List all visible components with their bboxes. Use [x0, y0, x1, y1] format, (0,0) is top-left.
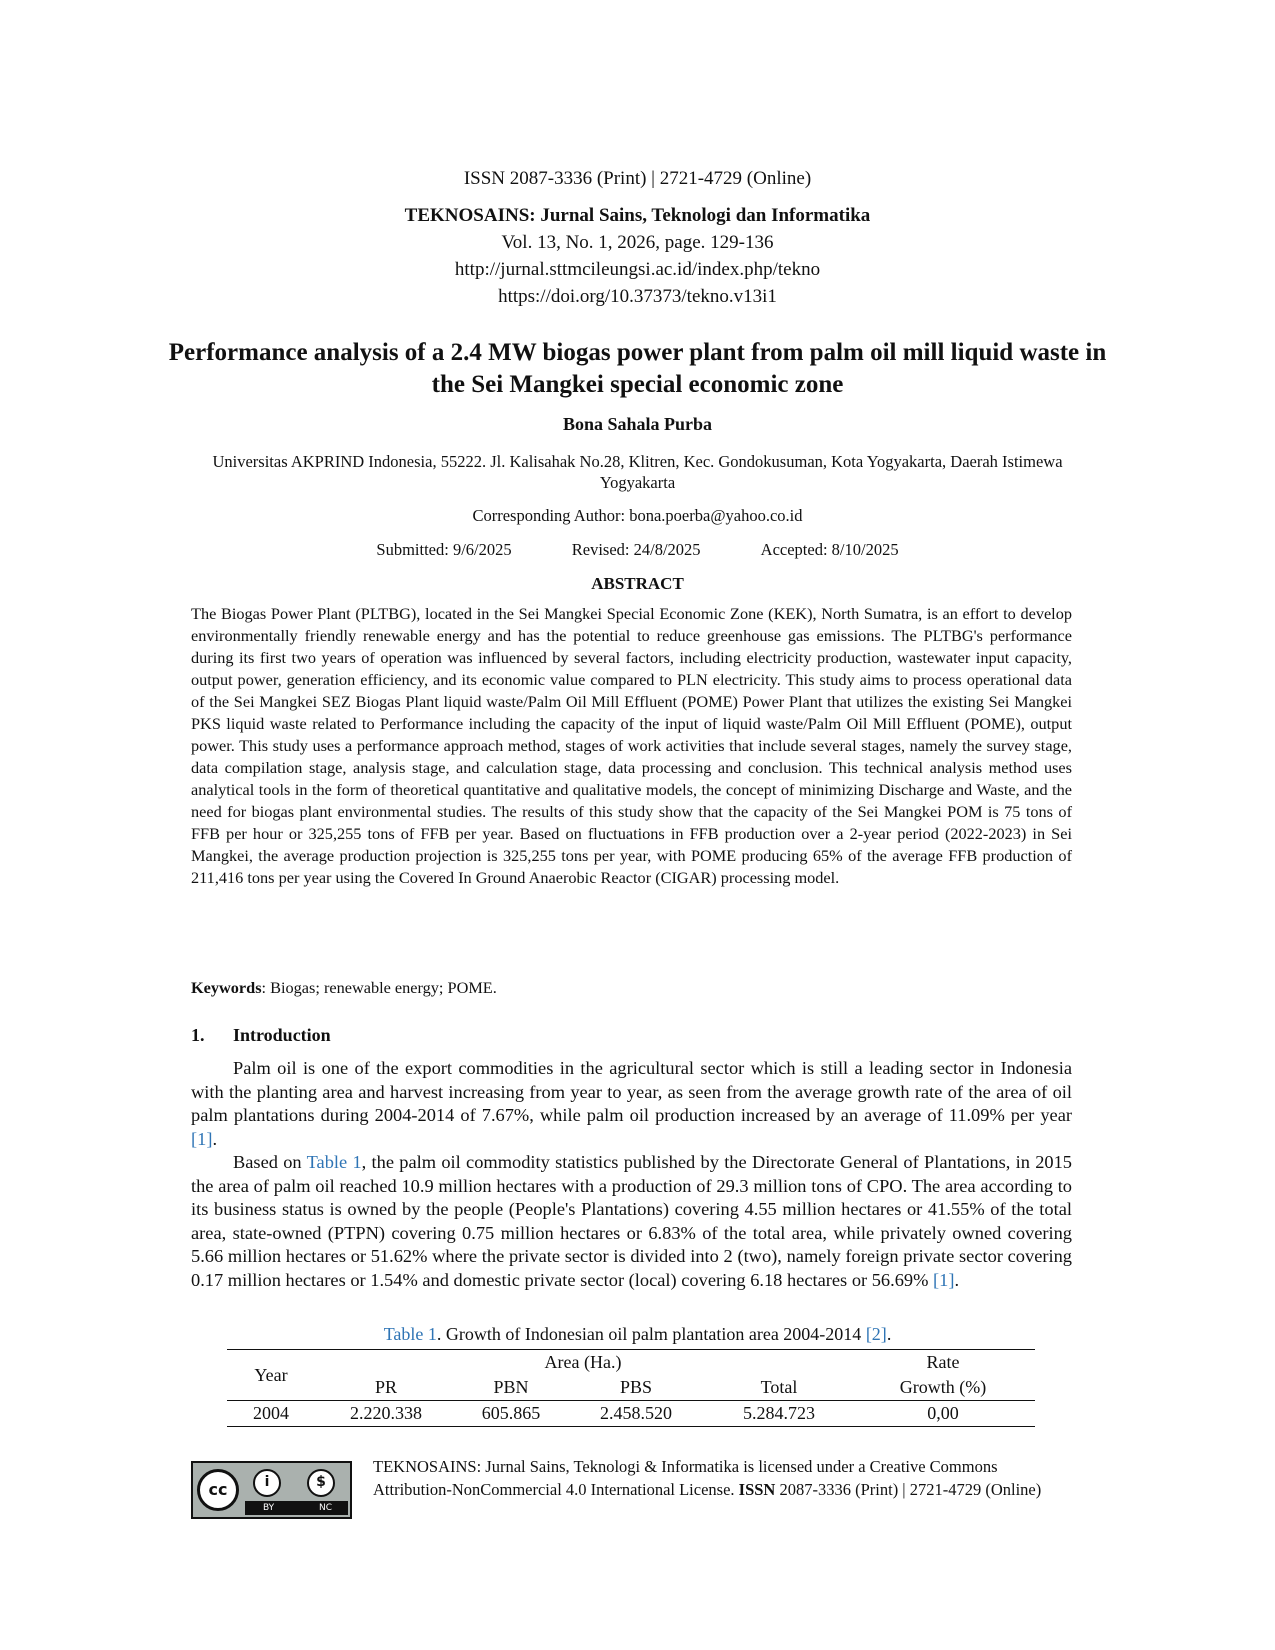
header-doi-link[interactable]: https://doi.org/10.37373/tekno.v13i1	[498, 286, 777, 307]
abstract-heading: ABSTRACT	[591, 574, 684, 593]
attribution-person-icon: i	[253, 1469, 281, 1497]
table-cell-pbn: 605.865	[481, 1403, 541, 1423]
table-cell-year: 2004	[253, 1403, 289, 1423]
license-text-a: TEKNOSAINS: Jurnal Sains, Teknologi & Informatika is licensed under a Creative Commons Attribution-NonCommercial 4.0 International License.	[373, 1457, 998, 1499]
accepted-date: Accepted: 8/10/2025	[760, 540, 899, 559]
table-subhead-growth: Growth (%)	[899, 1377, 987, 1397]
cc-badge-strip	[245, 1501, 348, 1515]
keywords	[191, 978, 1072, 998]
author-affiliation: Universitas AKPRIND Indonesia, 55222. Jl. Kalisahak No.28, Klitren, Kec. Gondokusuman, Kota Yogyakarta, Daerah Istimewa Yogyakarta	[212, 452, 1063, 492]
reference-link-2[interactable]: [2]	[865, 1324, 887, 1344]
section-title: Introduction	[233, 1025, 331, 1045]
submitted-date: Submitted: 9/6/2025	[376, 540, 512, 559]
table-1-caption-end: .	[886, 1324, 892, 1344]
table-subhead-pbn: PBN	[493, 1377, 529, 1397]
paragraph-1	[191, 1057, 1072, 1151]
table-1	[227, 1349, 1035, 1427]
license-text	[373, 1455, 1073, 1501]
table-1-caption-label[interactable]: Table 1	[383, 1324, 437, 1344]
cc-nc-label: NC	[319, 1503, 333, 1513]
header-journal-name: TEKNOSAINS: Jurnal Sains, Teknologi dan Informatika	[404, 205, 871, 226]
paragraph-2-text-a: Based on	[233, 1152, 307, 1172]
paper-title: Performance analysis of a 2.4 MW biogas power plant from palm oil mill liquid waste in the Sei Mangkei special economic zone	[168, 339, 1107, 398]
table-1-link[interactable]: Table 1	[306, 1152, 362, 1172]
table-subhead-total: Total	[760, 1377, 798, 1397]
cc-by-label: BY	[263, 1503, 275, 1513]
author-name: Bona Sahala Purba	[562, 414, 713, 434]
table-head-area: Area (Ha.)	[544, 1352, 622, 1372]
header-issn: ISSN 2087-3336 (Print) | 2721-4729 (Online)	[463, 168, 812, 189]
license-footer	[191, 1455, 1071, 1535]
table-cell-pbs: 2.458.520	[600, 1403, 672, 1423]
keywords-text: : Biogas; renewable energy; POME.	[261, 978, 497, 997]
license-text-b: 2087-3336 (Print) | 2721-4729 (Online)	[775, 1480, 1042, 1499]
paragraph-2	[191, 1151, 1072, 1292]
table-cell-pr: 2.220.338	[350, 1403, 422, 1423]
table-head-year: Year	[254, 1364, 288, 1385]
table-subhead-pbs: PBS	[619, 1377, 653, 1397]
paragraph-2-text-b: , the palm oil commodity statistics published by the Directorate General of Plantations, in 2015 the area of palm oil reached 10.9 million hectares with a production of 29.3 million tons of CPO. The area according to its business status is owned by the people (People's Plantations) covering 4.55 million hectares or 41.55% of the total area, state-owned (PTPN) covering 0.75 million hectares or 6.83% of the total area, while privately owned covering 5.66 million hectares or 51.62% where the private sector is divided into 2 (two), namely foreign private sector covering 0.17 million hectares or 1.54% and domestic private sector (local) covering 6.18 hectares or 56.69%	[191, 1152, 1073, 1290]
section-number: 1.	[191, 1025, 205, 1045]
submission-dates	[0, 540, 1275, 560]
table-row	[227, 1401, 1035, 1427]
table-subhead-pr: PR	[374, 1377, 398, 1397]
noncommercial-dollar-icon: $	[307, 1469, 335, 1497]
revised-date: Revised: 24/8/2025	[571, 540, 701, 559]
reference-link-1b[interactable]: [1]	[933, 1269, 955, 1290]
abstract-text: The Biogas Power Plant (PLTBG), located in the Sei Mangkei Special Economic Zone (KEK), North Sumatra, is an effort to develop environmentally friendly renewable energy and has the potential to reduce greenhouse gas emissions. The PLTBG's performance during its first two years of operation was influenced by several factors, including electricity production, wastewater input capacity, output power, generation efficiency, and its economic value compared to PLN electricity. This study aims to process operational data of the Sei Mangkei SEZ Biogas Plant liquid waste/Palm Oil Mill Effluent (POME) Power Plant that utilizes the existing Sei Mangkei PKS liquid waste related to Performance including the capacity of the input of liquid waste/Palm Oil Mill Effluent (POME), output power. This study uses a performance approach method, stages of work activities that include several stages, namely the survey stage, data compilation stage, analysis stage, and calculation stage, data processing and conclusion. This technical analysis method uses analytical tools in the form of theoretical quantitative and qualitative models, the concept of minimizing Discharge and Waste, and the need for biogas plant environmental studies. The results of this study show that the capacity of the Sei Mangkei POM is 75 tons of FFB per hour or 325,255 tons of FFB per year. Based on fluctuations in FFB production over a 2-year period (2022-2023) in Sei Mangkei, the average production projection is 325,255 tons per year, with POME producing 65% of the average FFB production of 211,416 tons per year using the Covered In Ground Anaerobic Reactor (CIGAR) processing model.	[191, 604, 1072, 887]
paragraph-2-end: .	[954, 1269, 960, 1290]
table-head-rate: Rate	[926, 1352, 960, 1372]
section-heading-introduction	[191, 1025, 331, 1046]
cc-license-badge[interactable]	[191, 1461, 352, 1519]
paragraph-1-end: .	[212, 1128, 218, 1149]
cc-logo-icon: cc	[197, 1469, 239, 1511]
corresponding-author: Corresponding Author: bona.poerba@yahoo.co.id	[472, 506, 803, 525]
table-cell-total: 5.284.723	[743, 1403, 815, 1423]
header-journal-url[interactable]: http://jurnal.sttmcileungsi.ac.id/index.php/tekno	[454, 259, 821, 280]
reference-link-1[interactable]: [1]	[191, 1128, 213, 1149]
table-1-caption	[0, 1324, 1275, 1345]
table-cell-growth: 0,00	[927, 1403, 959, 1423]
license-issn-label: ISSN	[738, 1480, 776, 1499]
table-1-caption-text: . Growth of Indonesian oil palm plantation area 2004-2014	[436, 1324, 866, 1344]
keywords-label: Keywords	[191, 978, 262, 997]
header-volume: Vol. 13, No. 1, 2026, page. 129-136	[501, 232, 774, 253]
paragraph-1-text: Palm oil is one of the export commodities in the agricultural sector which is still a leading sector in Indonesia with the planting area and harvest increasing from year to year, as seen from the average growth rate of the area of oil palm plantations during 2004-2014 of 7.67%, while palm oil production increased by an average of 11.09% per year	[191, 1058, 1072, 1125]
